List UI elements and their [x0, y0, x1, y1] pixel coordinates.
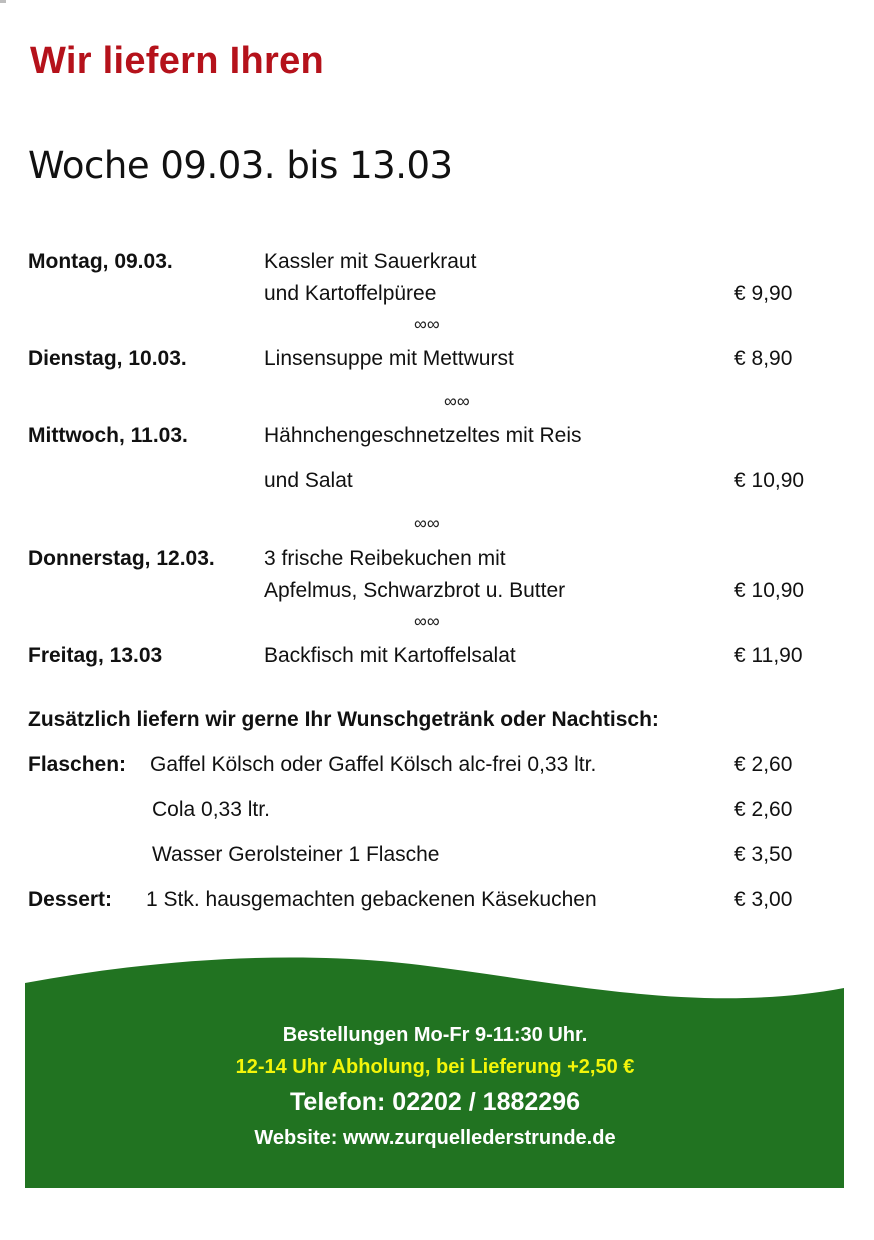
menu-dish-thursday-line2: Apfelmus, Schwarzbrot u. Butter	[264, 579, 566, 602]
footer-pickup-info: 12-14 Uhr Abholung, bei Lieferung +2,50 €	[235, 1056, 635, 1078]
week-range: Woche 09.03. bis 13.03	[28, 144, 453, 187]
menu-price-friday: € 11,90	[734, 644, 803, 667]
dessert-item: 1 Stk. hausgemachten gebackenen Käsekuchen	[146, 888, 597, 911]
menu-dish-friday-line1: Backfisch mit Kartoffelsalat	[264, 644, 516, 667]
menu-dish-tuesday-line1: Linsensuppe mit Mettwurst	[264, 347, 514, 370]
menu-day-wednesday: Mittwoch, 11.03.	[28, 424, 188, 447]
menu-day-thursday: Donnerstag, 12.03.	[28, 547, 215, 570]
bottle-price: € 3,50	[734, 843, 793, 866]
dessert-price: € 3,00	[734, 888, 793, 911]
menu-price-wednesday: € 10,90	[734, 469, 805, 492]
footer-phone: Telefon: 02202 / 1882296	[290, 1088, 580, 1116]
menu-day-friday: Freitag, 13.03	[28, 644, 163, 667]
separator: ∞∞	[414, 611, 440, 631]
bottle-price: € 2,60	[734, 753, 793, 776]
menu-dish-thursday-line1: 3 frische Reibekuchen mit	[264, 547, 506, 570]
bottle-item: Cola 0,33 ltr.	[152, 798, 270, 821]
extras-heading: Zusätzlich liefern wir gerne Ihr Wunschgetränk oder Nachtisch:	[28, 708, 659, 731]
page-title: Wir liefern Ihren	[30, 40, 325, 82]
separator: ∞∞	[414, 314, 440, 334]
bottles-label: Flaschen:	[28, 753, 127, 776]
menu-dish-monday-line2: und Kartoffelpüree	[264, 282, 437, 305]
separator: ∞∞	[444, 391, 470, 411]
menu-day-tuesday: Dienstag, 10.03.	[28, 347, 187, 370]
menu-price-thursday: € 10,90	[734, 579, 805, 602]
dessert-label: Dessert:	[28, 888, 113, 911]
menu-price-tuesday: € 8,90	[734, 347, 793, 370]
footer-order-hours: Bestellungen Mo-Fr 9-11:30 Uhr.	[282, 1024, 588, 1046]
bottle-item: Wasser Gerolsteiner 1 Flasche	[152, 843, 440, 866]
menu-dish-monday-line1: Kassler mit Sauerkraut	[264, 250, 477, 273]
footer-website: Website: www.zurquellederstrunde.de	[254, 1127, 616, 1149]
menu-dish-wednesday-line2: und Salat	[264, 469, 353, 492]
menu-dish-wednesday-line1: Hähnchengeschnetzeltes mit Reis	[264, 424, 582, 447]
separator: ∞∞	[414, 513, 440, 533]
menu-day-monday: Montag, 09.03.	[28, 250, 173, 273]
bottle-price: € 2,60	[734, 798, 793, 821]
menu-price-monday: € 9,90	[734, 282, 793, 305]
bottle-item: Gaffel Kölsch oder Gaffel Kölsch alc-frei 0,33 ltr.	[150, 753, 597, 776]
